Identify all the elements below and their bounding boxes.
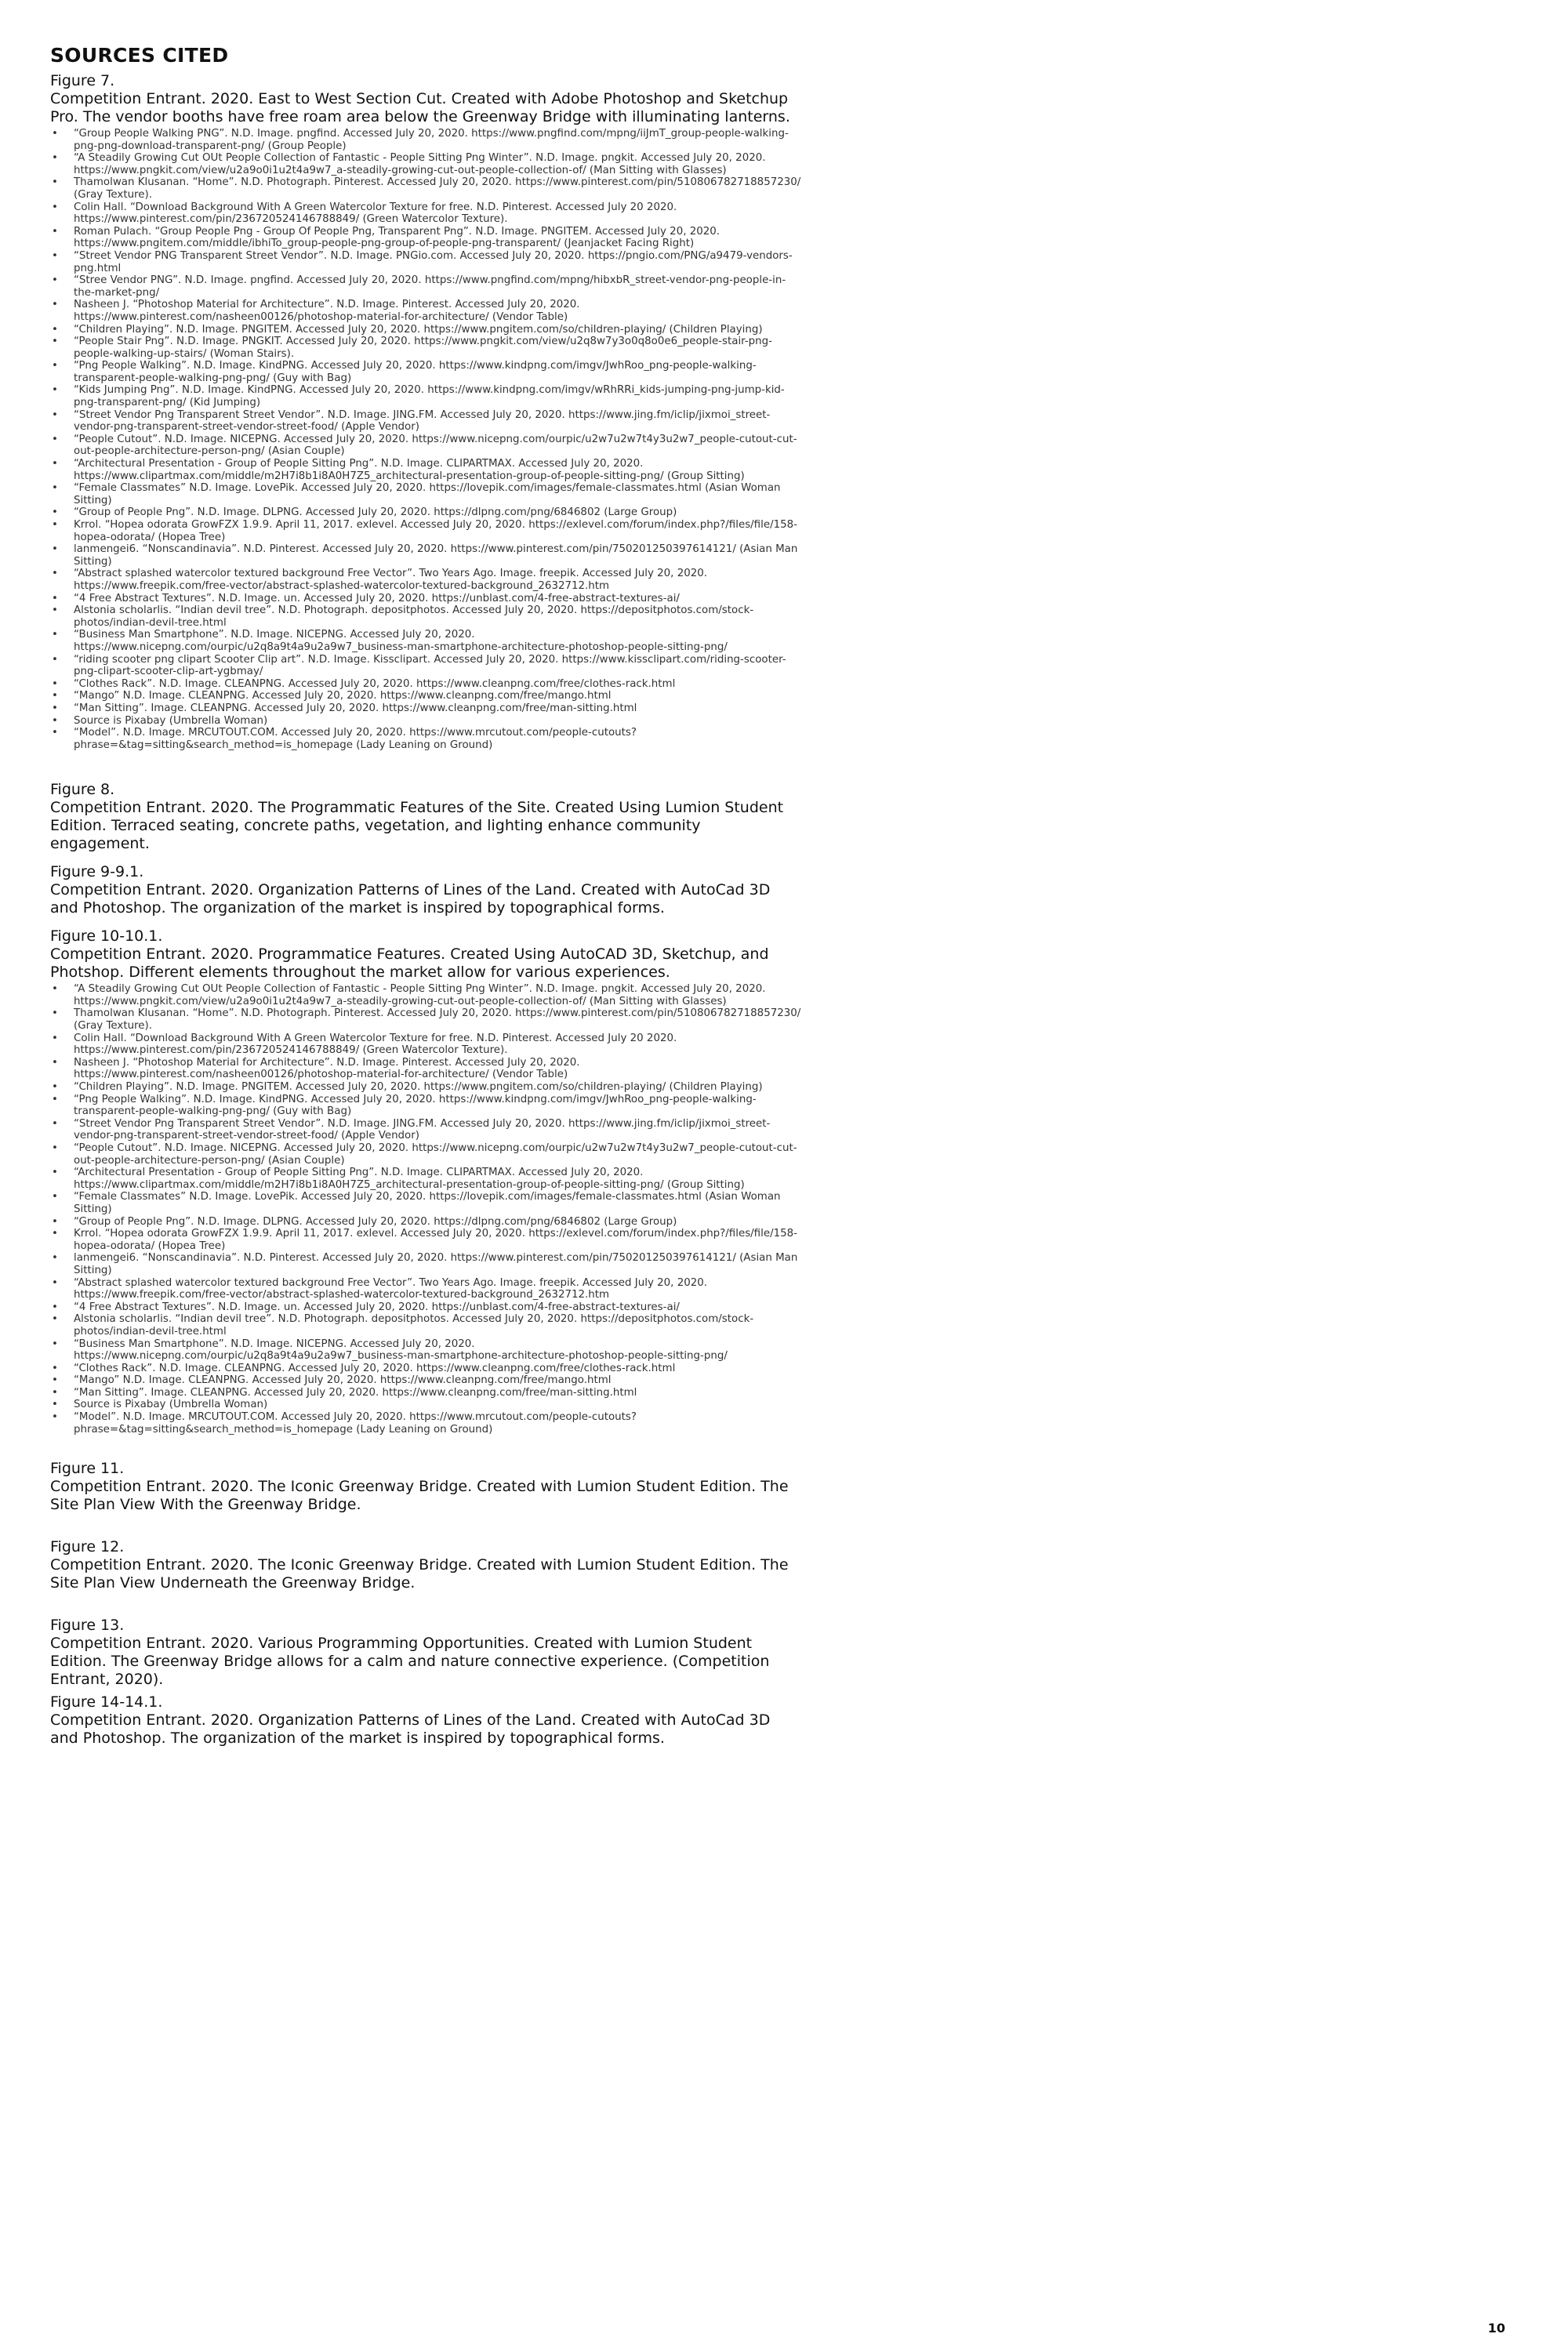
figure-9-entry <box>50 863 803 917</box>
figure-description: Competition Entrant. 2020. Various Programming Opportunities. Created with Lumion Student Edition. The Greenway Bridge allows for a calm and nature connective experience. (Competition Entrant, 2020). <box>50 1635 770 1689</box>
reference-item: • “Abstract splashed watercolor textured background Free Vector”. Two Years Ago. Image. freepik. Accessed July 20, 2020. https://www.freepik.com/free-vector/abstract-splashed-watercolor-textured-background_2632712.htm <box>50 568 803 592</box>
figure-10-entry <box>50 927 803 1436</box>
reference-item: • “Business Man Smartphone”. N.D. Image. NICEPNG. Accessed July 20, 2020. https://www.nicepng.com/ourpic/u2q8a9t4a9u2a9w7_business-man-smartphone-architecture-photoshop-people-sitting-png/ <box>50 1338 803 1363</box>
reference-item: • “Architectural Presentation - Group of People Sitting Png”. N.D. Image. CLIPARTMAX. Accessed July 20, 2020. https://www.clipartmax.com/middle/m2H7i8b1i8A0H7Z5_architectural-presentation-group-of-people-sitting-png/ (Group Sitting) <box>50 1167 803 1191</box>
reference-item: • “Female Classmates” N.D. Image. LovePik. Accessed July 20, 2020. https://lovepik.com/images/female-classmates.html (Asian Woman Sitting) <box>50 1191 803 1215</box>
figure-7-entry <box>50 72 803 751</box>
reference-item: • “People Stair Png”. N.D. Image. PNGKIT. Accessed July 20, 2020. https://www.pngkit.com/view/u2q8w7y3o0q8o0e6_people-stair-png-people-walking-up-stairs/ (Woman Stairs). <box>50 336 803 360</box>
reference-item: • “Group of People Png”. N.D. Image. DLPNG. Accessed July 20, 2020. https://dlpng.com/png/6846802 (Large Group) <box>50 1216 803 1229</box>
figure-13-entry <box>50 1617 803 1689</box>
reference-item: • “Group People Walking PNG”. N.D. Image. pngfind. Accessed July 20, 2020. https://www.pngfind.com/mpng/iiJmT_group-people-walking-png-png-download-transparent-png/ (Group People) <box>50 128 803 152</box>
figure-label: Figure 12. <box>50 1538 125 1556</box>
reference-item: • “Children Playing”. N.D. Image. PNGITEM. Accessed July 20, 2020. https://www.pngitem.com/so/children-playing/ (Children Playing) <box>50 1081 803 1094</box>
reference-item: • Colin Hall. “Download Background With A Green Watercolor Texture for free. N.D. Pinterest. Accessed July 20 2020. https://www.pinterest.com/pin/236720524146788849/ (Green Watercolor Texture). <box>50 1033 803 1057</box>
reference-item: • “Clothes Rack”. N.D. Image. CLEANPNG. Accessed July 20, 2020. https://www.cleanpng.com/free/clothes-rack.html <box>50 678 803 691</box>
reference-list <box>50 128 803 751</box>
figure-14-entry <box>50 1693 803 1748</box>
reference-item: • Thamolwan Klusanan. “Home”. N.D. Photograph. Pinterest. Accessed July 20, 2020. https://www.pinterest.com/pin/510806782718857230/ (Gray Texture). <box>50 176 803 201</box>
reference-item: • lanmengei6. “Nonscandinavia”. N.D. Pinterest. Accessed July 20, 2020. https://www.pinterest.com/pin/750201250397614121/ (Asian Man Sitting) <box>50 1252 803 1276</box>
reference-item: • Colin Hall. “Download Background With A Green Watercolor Texture for free. N.D. Pinterest. Accessed July 20 2020. https://www.pinterest.com/pin/236720524146788849/ (Green Watercolor Texture). <box>50 201 803 226</box>
reference-item: • “People Cutout”. N.D. Image. NICEPNG. Accessed July 20, 2020. https://www.nicepng.com/ourpic/u2w7u2w7t4y3u2w7_people-cutout-cut-out-people-architecture-person-png/ (Asian Couple) <box>50 1142 803 1167</box>
page-number: 10 <box>1487 2321 1505 2336</box>
figure-description: Competition Entrant. 2020. Organization Patterns of Lines of the Land. Created with AutoCad 3D and Photoshop. The organization of the market is inspired by topographical forms. <box>50 1711 771 1748</box>
reference-item: • “Abstract splashed watercolor textured background Free Vector”. Two Years Ago. Image. freepik. Accessed July 20, 2020. https://www.freepik.com/free-vector/abstract-splashed-watercolor-textured-background_2632712.htm <box>50 1277 803 1301</box>
reference-item: • “Man Sitting”. Image. CLEANPNG. Accessed July 20, 2020. https://www.cleanpng.com/free/man-sitting.html <box>50 1387 803 1399</box>
reference-item: • “Street Vendor PNG Transparent Street Vendor”. N.D. Image. PNGio.com. Accessed July 20, 2020. https://pngio.com/PNG/a9479-vendors-png.html <box>50 250 803 274</box>
figure-label: Figure 11. <box>50 1460 125 1478</box>
reference-item: • “Group of People Png”. N.D. Image. DLPNG. Accessed July 20, 2020. https://dlpng.com/png/6846802 (Large Group) <box>50 506 803 519</box>
reference-item: • “Street Vendor Png Transparent Street Vendor”. N.D. Image. JING.FM. Accessed July 20, 2020. https://www.jing.fm/iclip/jixmoi_street-vendor-png-transparent-street-vendor-street-food/ (Apple Vendor) <box>50 1118 803 1142</box>
figure-description: Competition Entrant. 2020. The Programmatic Features of the Site. Created Using Lumion Student Edition. Terraced seating, concrete paths, vegetation, and lighting enhance community engagement. <box>50 799 784 853</box>
figure-description: Competition Entrant. 2020. Organization Patterns of Lines of the Land. Created with AutoCad 3D and Photoshop. The organization of the market is inspired by topographical forms. <box>50 881 771 917</box>
reference-item: • Nasheen J. “Photoshop Material for Architecture”. N.D. Image. Pinterest. Accessed July 20, 2020. https://www.pinterest.com/nasheen00126/photoshop-material-for-architecture/ (Vendor Table) <box>50 1057 803 1081</box>
reference-item: • “Png People Walking”. N.D. Image. KindPNG. Accessed July 20, 2020. https://www.kindpng.com/imgv/JwhRoo_png-people-walking-transparent-people-walking-png-png/ (Guy with Bag) <box>50 360 803 384</box>
reference-item: • “Street Vendor Png Transparent Street Vendor”. N.D. Image. JING.FM. Accessed July 20, 2020. https://www.jing.fm/iclip/jixmoi_street-vendor-png-transparent-street-vendor-street-food/ (Apple Vendor) <box>50 409 803 434</box>
reference-item: • “Model”. N.D. Image. MRCUTOUT.COM. Accessed July 20, 2020. https://www.mrcutout.com/people-cutouts?phrase=&tag=sitting&search_method=is_homepage (Lady Leaning on Ground) <box>50 1411 803 1436</box>
reference-item: • “Children Playing”. N.D. Image. PNGITEM. Accessed July 20, 2020. https://www.pngitem.com/so/children-playing/ (Children Playing) <box>50 324 803 336</box>
figure-description: Competition Entrant. 2020. East to West Section Cut. Created with Adobe Photoshop and Sketchup Pro. The vendor booths have free roam area below the Greenway Bridge with illuminating lanterns. <box>50 90 790 125</box>
reference-item: • Source is Pixabay (Umbrella Woman) <box>50 1399 803 1411</box>
reference-item: • Krrol. “Hopea odorata GrowFZX 1.9.9. April 11, 2017. exlevel. Accessed July 20, 2020. https://exlevel.com/forum/index.php?/files/file/158-hopea-odorata/ (Hopea Tree) <box>50 1228 803 1252</box>
reference-item: • Krrol. “Hopea odorata GrowFZX 1.9.9. April 11, 2017. exlevel. Accessed July 20, 2020. https://exlevel.com/forum/index.php?/files/file/158-hopea-odorata/ (Hopea Tree) <box>50 519 803 543</box>
figure-label: Figure 7. <box>50 72 115 89</box>
reference-item: • “People Cutout”. N.D. Image. NICEPNG. Accessed July 20, 2020. https://www.nicepng.com/ourpic/u2w7u2w7t4y3u2w7_people-cutout-cut-out-people-architecture-person-png/ (Asian Couple) <box>50 434 803 458</box>
reference-item: • “4 Free Abstract Textures”. N.D. Image. un. Accessed July 20, 2020. https://unblast.com/4-free-abstract-textures-ai/ <box>50 1301 803 1314</box>
reference-item: • “Kids Jumping Png”. N.D. Image. KindPNG. Accessed July 20, 2020. https://www.kindpng.com/imgv/wRhRRi_kids-jumping-png-jump-kid-png-transparent-png/ (Kid Jumping) <box>50 384 803 408</box>
figure-11-entry <box>50 1460 803 1514</box>
reference-item: • “Mango” N.D. Image. CLEANPNG. Accessed July 20, 2020. https://www.cleanpng.com/free/mango.html <box>50 1374 803 1387</box>
figure-label: Figure 9-9.1. <box>50 863 144 881</box>
figure-label: Figure 13. <box>50 1617 125 1635</box>
reference-item: • Alstonia scholarlis. “Indian devil tree”. N.D. Photograph. depositphotos. Accessed July 20, 2020. https://depositphotos.com/stock-photos/indian-devil-tree.html <box>50 1313 803 1338</box>
reference-item: • “4 Free Abstract Textures”. N.D. Image. un. Accessed July 20, 2020. https://unblast.com/4-free-abstract-textures-ai/ <box>50 593 803 605</box>
figure-8-entry <box>50 781 803 853</box>
reference-item: • Thamolwan Klusanan. “Home”. N.D. Photograph. Pinterest. Accessed July 20, 2020. https://www.pinterest.com/pin/510806782718857230/ (Gray Texture). <box>50 1007 803 1032</box>
reference-item: • Source is Pixabay (Umbrella Woman) <box>50 715 803 728</box>
reference-item: • “Mango” N.D. Image. CLEANPNG. Accessed July 20, 2020. https://www.cleanpng.com/free/mango.html <box>50 690 803 702</box>
reference-item: • “A Steadily Growing Cut OUt People Collection of Fantastic - People Sitting Png Winter”. N.D. Image. pngkit. Accessed July 20, 2020. https://www.pngkit.com/view/u2a9o0i1u2t4a9w7_a-steadily-growing-cut-out-people-collection-of/ (Man Sitting with Glasses) <box>50 983 803 1007</box>
reference-item: • Nasheen J. “Photoshop Material for Architecture”. N.D. Image. Pinterest. Accessed July 20, 2020. https://www.pinterest.com/nasheen00126/photoshop-material-for-architecture/ (Vendor Table) <box>50 299 803 323</box>
reference-item: • “Clothes Rack”. N.D. Image. CLEANPNG. Accessed July 20, 2020. https://www.cleanpng.com/free/clothes-rack.html <box>50 1363 803 1375</box>
figure-description: Competition Entrant. 2020. Programmatice Features. Created Using AutoCAD 3D, Sketchup, and Photshop. Different elements throughout the market allow for various experiences. <box>50 946 769 982</box>
reference-item: • Roman Pulach. “Group People Png - Group Of People Png, Transparent Png”. N.D. Image. PNGITEM. Accessed July 20, 2020. https://www.pngitem.com/middle/ibhiTo_group-people-png-group-of-people-png-transparent/ (Jeanjacket Facing Right) <box>50 226 803 250</box>
reference-item: • “Model”. N.D. Image. MRCUTOUT.COM. Accessed July 20, 2020. https://www.mrcutout.com/people-cutouts?phrase=&tag=sitting&search_method=is_homepage (Lady Leaning on Ground) <box>50 727 803 751</box>
reference-item: • “Stree Vendor PNG”. N.D. Image. pngfind. Accessed July 20, 2020. https://www.pngfind.com/mpng/hibxbR_street-vendor-png-people-in-the-market-png/ <box>50 274 803 299</box>
figure-label: Figure 8. <box>50 781 115 799</box>
reference-list <box>50 983 803 1436</box>
reference-item: • “Architectural Presentation - Group of People Sitting Png”. N.D. Image. CLIPARTMAX. Accessed July 20, 2020. https://www.clipartmax.com/middle/m2H7i8b1i8A0H7Z5_architectural-presentation-group-of-people-sitting-png/ (Group Sitting) <box>50 458 803 482</box>
figure-label: Figure 10-10.1. <box>50 927 163 946</box>
figure-label: Figure 14-14.1. <box>50 1693 163 1711</box>
reference-item: • “Female Classmates” N.D. Image. LovePik. Accessed July 20, 2020. https://lovepik.com/images/female-classmates.html (Asian Woman Sitting) <box>50 482 803 506</box>
reference-item: • “riding scooter png clipart Scooter Clip art”. N.D. Image. Kissclipart. Accessed July 20, 2020. https://www.kissclipart.com/riding-scooter-png-clipart-scooter-clip-art-ygbmay/ <box>50 654 803 678</box>
reference-item: • “A Steadily Growing Cut OUt People Collection of Fantastic - People Sitting Png Winter”. N.D. Image. pngkit. Accessed July 20, 2020. https://www.pngkit.com/view/u2a9o0i1u2t4a9w7_a-steadily-growing-cut-out-people-collection-of/ (Man Sitting with Glasses) <box>50 152 803 176</box>
reference-item: • “Business Man Smartphone”. N.D. Image. NICEPNG. Accessed July 20, 2020. https://www.nicepng.com/ourpic/u2q8a9t4a9u2a9w7_business-man-smartphone-architecture-photoshop-people-sitting-png/ <box>50 629 803 653</box>
sources-cited-column <box>50 44 803 1748</box>
reference-item: • “Png People Walking”. N.D. Image. KindPNG. Accessed July 20, 2020. https://www.kindpng.com/imgv/JwhRoo_png-people-walking-transparent-people-walking-png-png/ (Guy with Bag) <box>50 1094 803 1118</box>
reference-item: • lanmengei6. “Nonscandinavia”. N.D. Pinterest. Accessed July 20, 2020. https://www.pinterest.com/pin/750201250397614121/ (Asian Man Sitting) <box>50 543 803 568</box>
figure-12-entry <box>50 1538 803 1592</box>
page-title: SOURCES CITED <box>50 44 229 67</box>
figure-description: Competition Entrant. 2020. The Iconic Greenway Bridge. Created with Lumion Student Edition. The Site Plan View Underneath the Greenway Bridge. <box>50 1556 789 1592</box>
figure-description: Competition Entrant. 2020. The Iconic Greenway Bridge. Created with Lumion Student Edition. The Site Plan View With the Greenway Bridge. <box>50 1478 789 1514</box>
reference-item: • “Man Sitting”. Image. CLEANPNG. Accessed July 20, 2020. https://www.cleanpng.com/free/man-sitting.html <box>50 702 803 715</box>
reference-item: • Alstonia scholarlis. “Indian devil tree”. N.D. Photograph. depositphotos. Accessed July 20, 2020. https://depositphotos.com/stock-photos/indian-devil-tree.html <box>50 604 803 629</box>
